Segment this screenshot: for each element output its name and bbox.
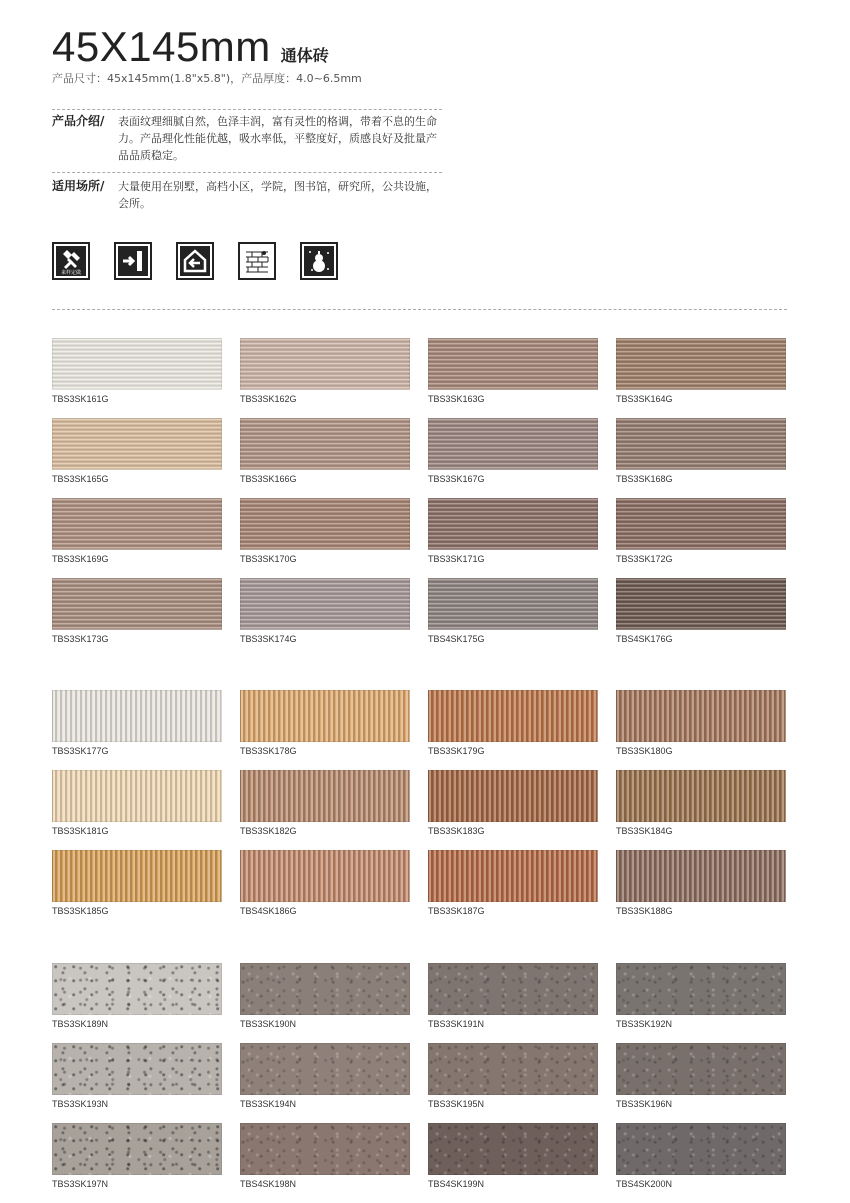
horizontal-groove-group — [52, 338, 787, 658]
tile-code: TBS3SK179G — [428, 746, 485, 756]
tile-swatch — [616, 578, 786, 630]
product-introduction — [52, 113, 447, 164]
top-divider — [52, 109, 442, 110]
usage-scenarios — [52, 178, 447, 212]
tile-swatch — [52, 770, 222, 822]
tile-code: TBS3SK172G — [616, 554, 673, 564]
tile-swatch — [616, 770, 786, 822]
tile-code: TBS3SK188G — [616, 906, 673, 916]
tile-card — [428, 1123, 598, 1203]
tile-swatch — [616, 338, 786, 390]
natural-stone-group — [52, 963, 787, 1203]
swatch-divider — [52, 309, 787, 310]
tile-code: TBS3SK185G — [52, 906, 109, 916]
tile-card — [428, 690, 598, 770]
header — [52, 24, 792, 86]
tile-card — [240, 578, 410, 658]
vertical-groove-group — [52, 690, 787, 930]
tile-code: TBS3SK165G — [52, 474, 109, 484]
tile-swatch — [240, 850, 410, 902]
tile-swatch — [616, 1043, 786, 1095]
tile-code: TBS3SK196N — [616, 1099, 673, 1109]
tile-code: TBS3SK163G — [428, 394, 485, 404]
frost-resistant-icon — [300, 242, 338, 280]
tile-card — [52, 690, 222, 770]
tile-code: TBS3SK178G — [240, 746, 297, 756]
tile-swatch — [240, 963, 410, 1015]
tile-card — [52, 770, 222, 850]
brick-wall-icon — [238, 242, 276, 280]
tile-code: TBS3SK161G — [52, 394, 109, 404]
tile-card — [428, 770, 598, 850]
tile-card — [240, 690, 410, 770]
tile-swatch — [616, 498, 786, 550]
tools-icon — [52, 242, 90, 280]
tile-swatch — [52, 1043, 222, 1095]
tile-card — [616, 498, 786, 578]
tile-card — [52, 850, 222, 930]
tile-card — [428, 578, 598, 658]
tile-swatch — [240, 498, 410, 550]
tile-code: TBS3SK169G — [52, 554, 109, 564]
tile-card — [240, 1043, 410, 1123]
tile-code: TBS3SK193N — [52, 1099, 109, 1109]
tile-swatch — [616, 1123, 786, 1175]
tile-card — [428, 850, 598, 930]
tile-code: TBS3SK173G — [52, 634, 109, 644]
tile-code: TBS4SK176G — [616, 634, 673, 644]
tile-swatch — [428, 1123, 598, 1175]
tile-code: TBS3SK194N — [240, 1099, 297, 1109]
tile-swatch — [616, 418, 786, 470]
introduction-text: 表面纹理细腻自然，色泽丰润，富有灵性的格调，带着不息的生命力。产品理化性能优越，吸水率低，平整度好，质感良好及批量产品品质稳定。 — [118, 115, 437, 162]
tile-card — [52, 498, 222, 578]
tile-card — [616, 1123, 786, 1203]
product-type: 通体砖 — [280, 46, 329, 65]
tile-code: TBS3SK190N — [240, 1019, 297, 1029]
tile-swatch — [428, 418, 598, 470]
tile-card — [616, 963, 786, 1043]
tile-code: TBS3SK177G — [52, 746, 109, 756]
tile-swatch — [616, 690, 786, 742]
tile-swatch — [240, 1043, 410, 1095]
tile-code: TBS3SK180G — [616, 746, 673, 756]
usage-text: 大量使用在别墅，高档小区，学院，图书馆，研究所，公共设施，会所。 — [118, 180, 437, 210]
tile-code: TBS4SK200N — [616, 1179, 673, 1189]
tile-code: TBS3SK171G — [428, 554, 485, 564]
tile-code: TBS4SK175G — [428, 634, 485, 644]
tile-swatch — [428, 1043, 598, 1095]
tile-card — [616, 1043, 786, 1123]
tile-swatch — [428, 578, 598, 630]
tile-code: TBS3SK181G — [52, 826, 109, 836]
tools-icon-label: 来样定做 — [60, 270, 82, 276]
tile-code: TBS3SK170G — [240, 554, 297, 564]
title-row — [52, 24, 792, 68]
tile-card — [240, 1123, 410, 1203]
tile-card — [428, 1043, 598, 1123]
tile-code: TBS3SK187G — [428, 906, 485, 916]
tile-swatch — [52, 578, 222, 630]
tile-card — [52, 418, 222, 498]
tile-card — [52, 1123, 222, 1203]
tile-swatch — [240, 770, 410, 822]
tile-card — [240, 850, 410, 930]
tile-card — [616, 418, 786, 498]
tile-swatch — [616, 963, 786, 1015]
tile-card — [240, 338, 410, 418]
tile-swatch — [52, 963, 222, 1015]
tile-swatch — [240, 418, 410, 470]
tile-swatch — [52, 690, 222, 742]
tile-swatch — [428, 338, 598, 390]
tile-card — [52, 338, 222, 418]
tile-code: TBS3SK182G — [240, 826, 297, 836]
tile-swatch — [240, 1123, 410, 1175]
tile-code: TBS3SK168G — [616, 474, 673, 484]
tile-swatch — [52, 338, 222, 390]
tile-card — [616, 690, 786, 770]
exterior-wall-icon — [176, 242, 214, 280]
tile-swatch — [428, 690, 598, 742]
tile-swatch — [428, 770, 598, 822]
tile-card — [240, 770, 410, 850]
tile-card — [52, 578, 222, 658]
tile-code: TBS4SK198N — [240, 1179, 297, 1189]
tile-card — [428, 418, 598, 498]
product-spec: 产品尺寸：45x145mm(1.8"x5.8")，产品厚度：4.0~6.5mm — [52, 72, 362, 85]
tile-code: TBS3SK191N — [428, 1019, 485, 1029]
tile-code: TBS3SK166G — [240, 474, 297, 484]
page-title: 45X145mm — [52, 23, 271, 70]
tile-card — [240, 963, 410, 1043]
tile-code: TBS3SK174G — [240, 634, 297, 644]
tile-card — [428, 498, 598, 578]
feature-icons — [52, 242, 338, 280]
tile-code: TBS3SK195N — [428, 1099, 485, 1109]
tile-swatch — [52, 498, 222, 550]
tile-code: TBS3SK164G — [616, 394, 673, 404]
tile-code: TBS3SK184G — [616, 826, 673, 836]
tile-swatch — [616, 850, 786, 902]
tile-code: TBS3SK167G — [428, 474, 485, 484]
tile-code: TBS4SK199N — [428, 1179, 485, 1189]
tile-swatch — [52, 418, 222, 470]
tile-card — [240, 498, 410, 578]
tile-swatch — [52, 1123, 222, 1175]
tile-card — [240, 418, 410, 498]
tile-swatch — [240, 690, 410, 742]
tile-swatch — [240, 578, 410, 630]
tile-card — [616, 338, 786, 418]
tile-code: TBS3SK197N — [52, 1179, 109, 1189]
tile-code: TBS4SK186G — [240, 906, 297, 916]
tile-code: TBS3SK189N — [52, 1019, 109, 1029]
tile-card — [616, 770, 786, 850]
tile-code: TBS3SK162G — [240, 394, 297, 404]
introduction-label: 产品介绍/ — [52, 114, 105, 128]
tile-swatch — [428, 850, 598, 902]
tile-swatch — [240, 338, 410, 390]
tile-card — [616, 850, 786, 930]
tile-swatch — [428, 963, 598, 1015]
middle-divider — [52, 172, 442, 173]
tile-swatch — [428, 498, 598, 550]
tile-code: TBS3SK183G — [428, 826, 485, 836]
tile-card — [52, 963, 222, 1043]
tile-card — [52, 1043, 222, 1123]
tile-card — [616, 578, 786, 658]
tile-swatch — [52, 850, 222, 902]
usage-label: 适用场所/ — [52, 179, 105, 193]
interior-wall-icon — [114, 242, 152, 280]
tile-code: TBS3SK192N — [616, 1019, 673, 1029]
tile-card — [428, 338, 598, 418]
tile-card — [428, 963, 598, 1043]
